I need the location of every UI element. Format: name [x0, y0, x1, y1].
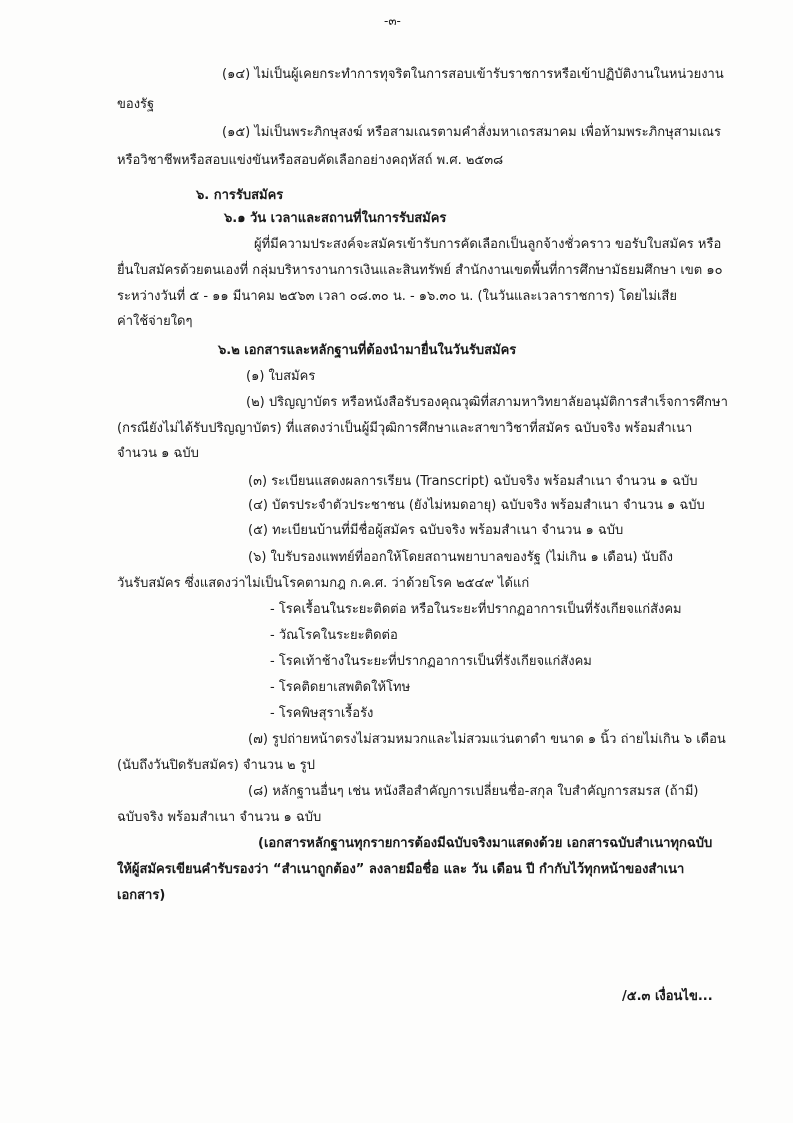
text-line: (๑๔) ไม่เป็นผู้เคยกระทำการทุจริตในการสอบเข้ารับราชการหรือเข้าปฏิบัติงานในหน่วยงาน — [222, 67, 724, 82]
continuation-text: /๕.๓ เงื่อนไข... — [622, 989, 713, 1004]
text-line: (๓) ระเบียนแสดงผลการเรียน (Transcript) ฉบับจริง พร้อมสำเนา จำนวน ๑ ฉบับ — [248, 474, 698, 489]
text-line: (๔) บัตรประจำตัวประชาชน (ยังไม่หมดอายุ) ฉบับจริง พร้อมสำเนา จำนวน ๑ ฉบับ — [248, 498, 705, 513]
text-line: ยื่นใบสมัครด้วยตนเองที่ กลุ่มบริหารงานการเงินและสินทรัพย์ สำนักงานเขตพื้นที่การศึกษามัธยมศึกษา เขต ๑๐ — [117, 263, 723, 278]
text-line: (๑๕) ไม่เป็นพระภิกษุสงฆ์ หรือสามเณรตามคำสั่งมหาเถรสมาคม เพื่อห้ามพระภิกษุสามเณร — [222, 125, 721, 140]
list-item: - โรคพิษสุราเรื้อรัง — [270, 706, 374, 721]
text-line: (นับถึงวันปิดรับสมัคร) จำนวน ๒ รูป — [117, 758, 315, 773]
page-number: -๓- — [384, 14, 401, 28]
text-line: ฉบับจริง พร้อมสำเนา จำนวน ๑ ฉบับ — [117, 810, 322, 825]
text-line: วันรับสมัคร ซึ่งแสดงว่าไม่เป็นโรคตามกฎ ก.ค.ศ. ว่าด้วยโรค ๒๕๔๙ ได้แก่ — [117, 576, 530, 591]
text-line: (๒) ปริญญาบัตร หรือหนังสือรับรองคุณวุฒิที่สภามหาวิทยาลัยอนุมัติการสำเร็จการศึกษา — [246, 395, 728, 410]
list-item: - โรคเรื้อนในระยะติดต่อ หรือในระยะที่ปรากฏอาการเป็นที่รังเกียจแก่สังคม — [270, 602, 682, 617]
text-line: (กรณียังไม่ได้รับปริญญาบัตร) ที่แสดงว่าเป็นผู้มีวุฒิการศึกษาและสาขาวิชาที่สมัคร ฉบับจริง พร้อมสำเนา — [117, 421, 693, 436]
text-line: ค่าใช้จ่ายใดๆ — [117, 314, 193, 329]
note-line: (เอกสารหลักฐานทุกรายการต้องมีฉบับจริงมาแสดงด้วย เอกสารฉบับสำเนาทุกฉบับ — [258, 836, 713, 851]
note-line: เอกสาร) — [117, 888, 166, 903]
subsection-heading: ๖.๒ เอกสารและหลักฐานที่ต้องนำมายื่นในวันรับสมัคร — [218, 343, 517, 358]
section-heading: ๖. การรับสมัคร — [196, 188, 284, 203]
text-line: ระหว่างวันที่ ๕ - ๑๑ มีนาคม ๒๕๖๓ เวลา ๐๘.๓๐ น. - ๑๖.๓๐ น. (ในวันและเวลาราชการ) โดยไม่เสีย — [117, 289, 677, 304]
list-item: - โรคติดยาเสพติดให้โทษ — [270, 680, 411, 695]
text-line: จำนวน ๑ ฉบับ — [117, 446, 199, 461]
note-line: ให้ผู้สมัครเขียนคำรับรองว่า “สำเนาถูกต้อง” ลงลายมือชื่อ และ วัน เดือน ปี กำกับไว้ทุกหน้าของสำเนา — [117, 862, 685, 877]
list-item: - วัณโรคในระยะติดต่อ — [270, 628, 398, 643]
text-line: หรือวิชาชีพหรือสอบแข่งขันหรือสอบคัดเลือกอย่างคฤหัสถ์ พ.ศ. ๒๕๓๘ — [117, 153, 504, 168]
text-line: (๗) รูปถ่ายหน้าตรงไม่สวมหมวกและไม่สวมแว่นตาดำ ขนาด ๑ นิ้ว ถ่ายไม่เกิน ๖ เดือน — [248, 732, 726, 747]
text-line: ผู้ที่มีความประสงค์จะสมัครเข้ารับการคัดเลือกเป็นลูกจ้างชั่วคราว ขอรับใบสมัคร หรือ — [254, 237, 722, 252]
text-line: (๖) ใบรับรองแพทย์ที่ออกให้โดยสถานพยาบาลของรัฐ (ไม่เกิน ๑ เดือน) นับถึง — [248, 550, 674, 565]
subsection-heading: ๖.๑ วัน เวลาและสถานที่ในการรับสมัคร — [224, 211, 447, 226]
text-line: (๘) หลักฐานอื่นๆ เช่น หนังสือสำคัญการเปลี่ยนชื่อ-สกุล ใบสำคัญการสมรส (ถ้ามี) — [248, 784, 699, 799]
text-line: ของรัฐ — [117, 97, 155, 112]
text-line: (๑) ใบสมัคร — [246, 369, 316, 384]
list-item: - โรคเท้าช้างในระยะที่ปรากฏอาการเป็นที่รังเกียจแก่สังคม — [270, 654, 592, 669]
text-line: (๕) ทะเบียนบ้านที่มีชื่อผู้สมัคร ฉบับจริง พร้อมสำเนา จำนวน ๑ ฉบับ — [248, 523, 624, 538]
